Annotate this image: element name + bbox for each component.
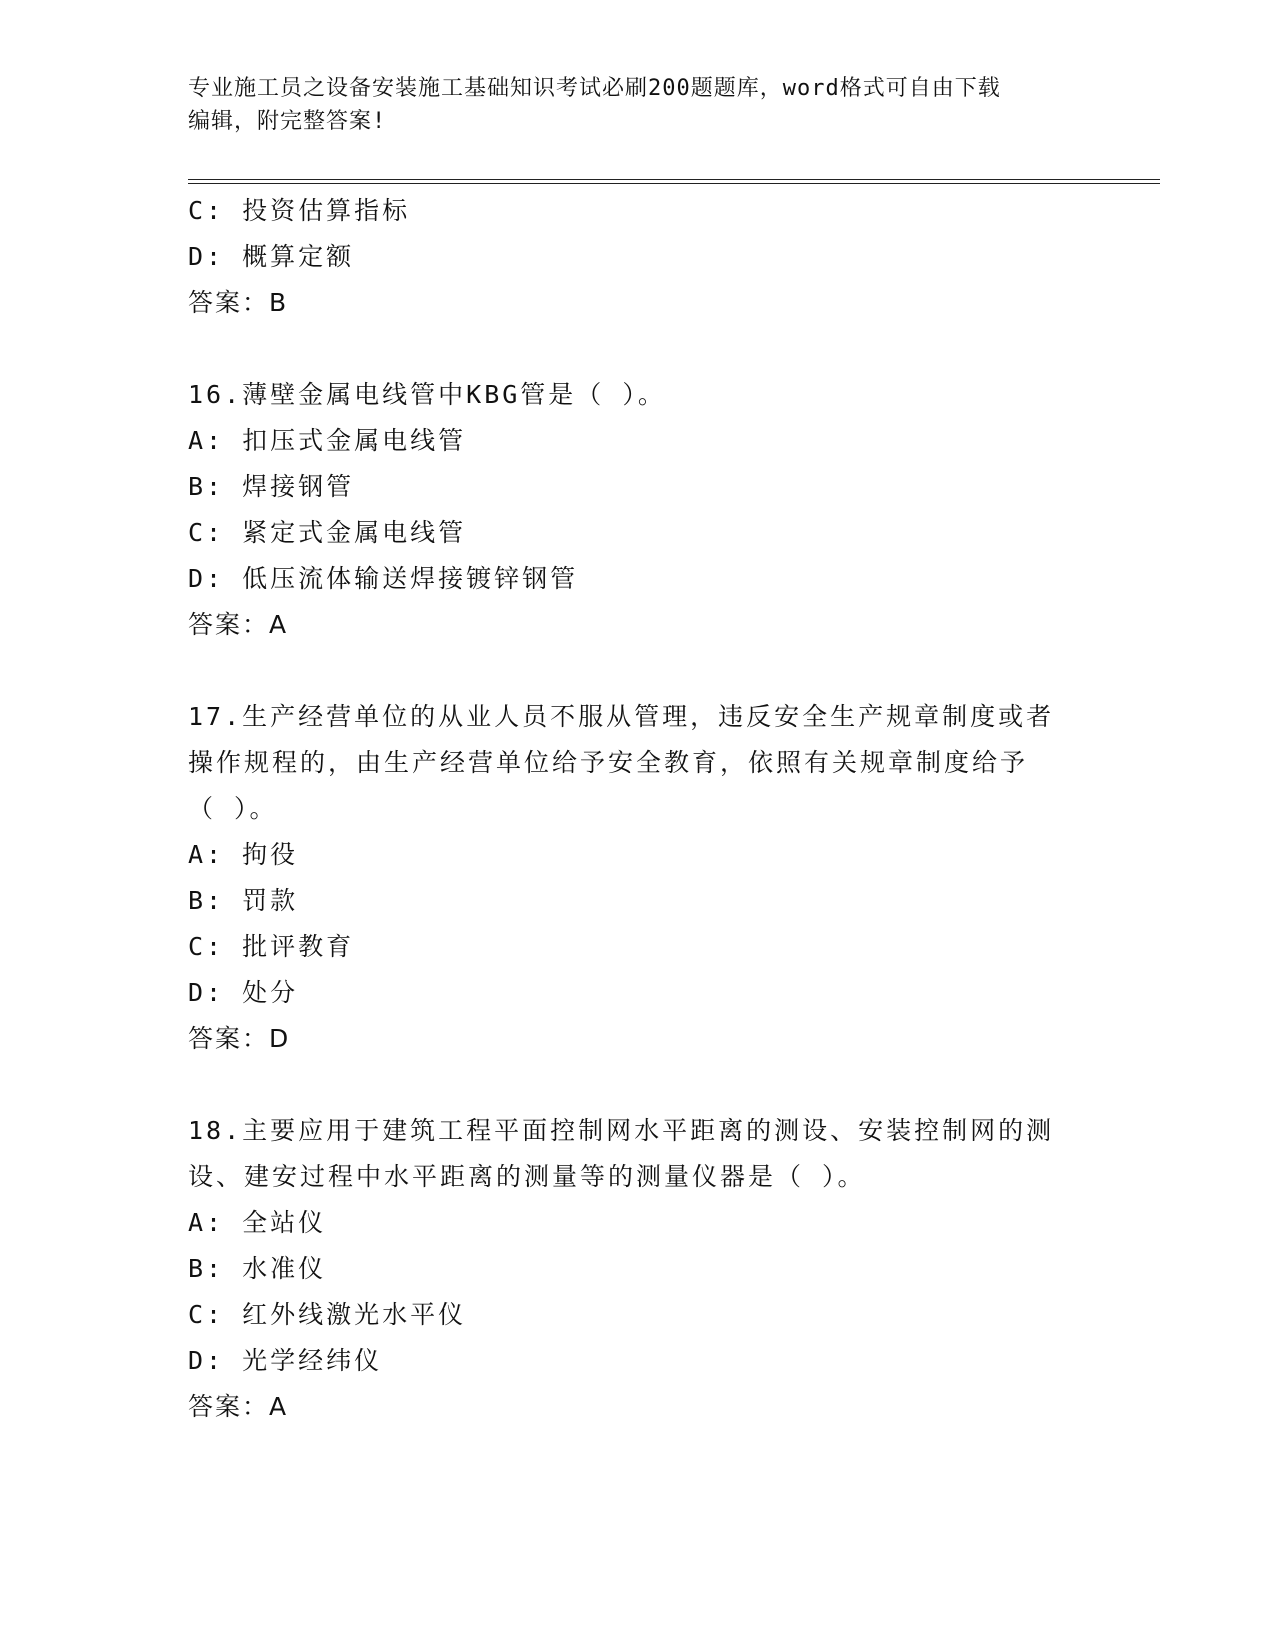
document-header xyxy=(188,72,1088,138)
option-b: B: 水准仪 xyxy=(188,1254,327,1283)
option-b: B: 罚款 xyxy=(188,886,299,915)
option-c: C: 批评教育 xyxy=(188,932,355,961)
answer-label: 答案：A xyxy=(188,1392,289,1421)
question-list xyxy=(188,188,1088,1430)
option-a: A: 拘役 xyxy=(188,840,299,869)
header-rule-bottom xyxy=(188,183,1160,184)
option-d: D: 概算定额 xyxy=(188,242,355,271)
option-d: D: 光学经纬仪 xyxy=(188,1346,383,1375)
question-stem-line-1: 18.主要应用于建筑工程平面控制网水平距离的测设、安装控制网的测 xyxy=(188,1116,1055,1145)
header-title-line-1: 专业施工员之设备安装施工基础知识考试必刷200题题库，word格式可自由下载 xyxy=(188,76,1001,101)
answer-label: 答案：B xyxy=(188,288,289,317)
answer-label: 答案：D xyxy=(188,1024,291,1053)
question-stem-line-2: 操作规程的，由生产经营单位给予安全教育，依照有关规章制度给予 xyxy=(188,748,1029,777)
option-c: C: 紧定式金属电线管 xyxy=(188,518,467,547)
question-stem-line-3: （ ）。 xyxy=(188,794,278,823)
option-c: C: 红外线激光水平仪 xyxy=(188,1300,467,1329)
option-a: A: 全站仪 xyxy=(188,1208,327,1237)
question-stem-line-1: 17.生产经营单位的从业人员不服从管理，违反安全生产规章制度或者 xyxy=(188,702,1055,731)
question-stem-line-2: 设、建安过程中水平距离的测量等的测量仪器是（ ）。 xyxy=(188,1162,866,1191)
option-c: C: 投资估算指标 xyxy=(188,196,411,225)
spacer xyxy=(188,326,1088,372)
option-a: A: 扣压式金属电线管 xyxy=(188,426,467,455)
carryover-block xyxy=(188,188,1088,326)
header-rule-top xyxy=(188,179,1160,180)
spacer xyxy=(188,1062,1088,1108)
question-17 xyxy=(188,694,1088,1062)
spacer xyxy=(188,648,1088,694)
header-title-line-2: 编辑，附完整答案! xyxy=(188,109,387,134)
option-b: B: 焊接钢管 xyxy=(188,472,355,501)
option-d: D: 低压流体输送焊接镀锌钢管 xyxy=(188,564,579,593)
answer-label: 答案：A xyxy=(188,610,289,639)
question-16 xyxy=(188,372,1088,648)
option-d: D: 处分 xyxy=(188,978,299,1007)
question-stem: 16.薄壁金属电线管中KBG管是（ ）。 xyxy=(188,380,666,409)
question-18 xyxy=(188,1108,1088,1430)
